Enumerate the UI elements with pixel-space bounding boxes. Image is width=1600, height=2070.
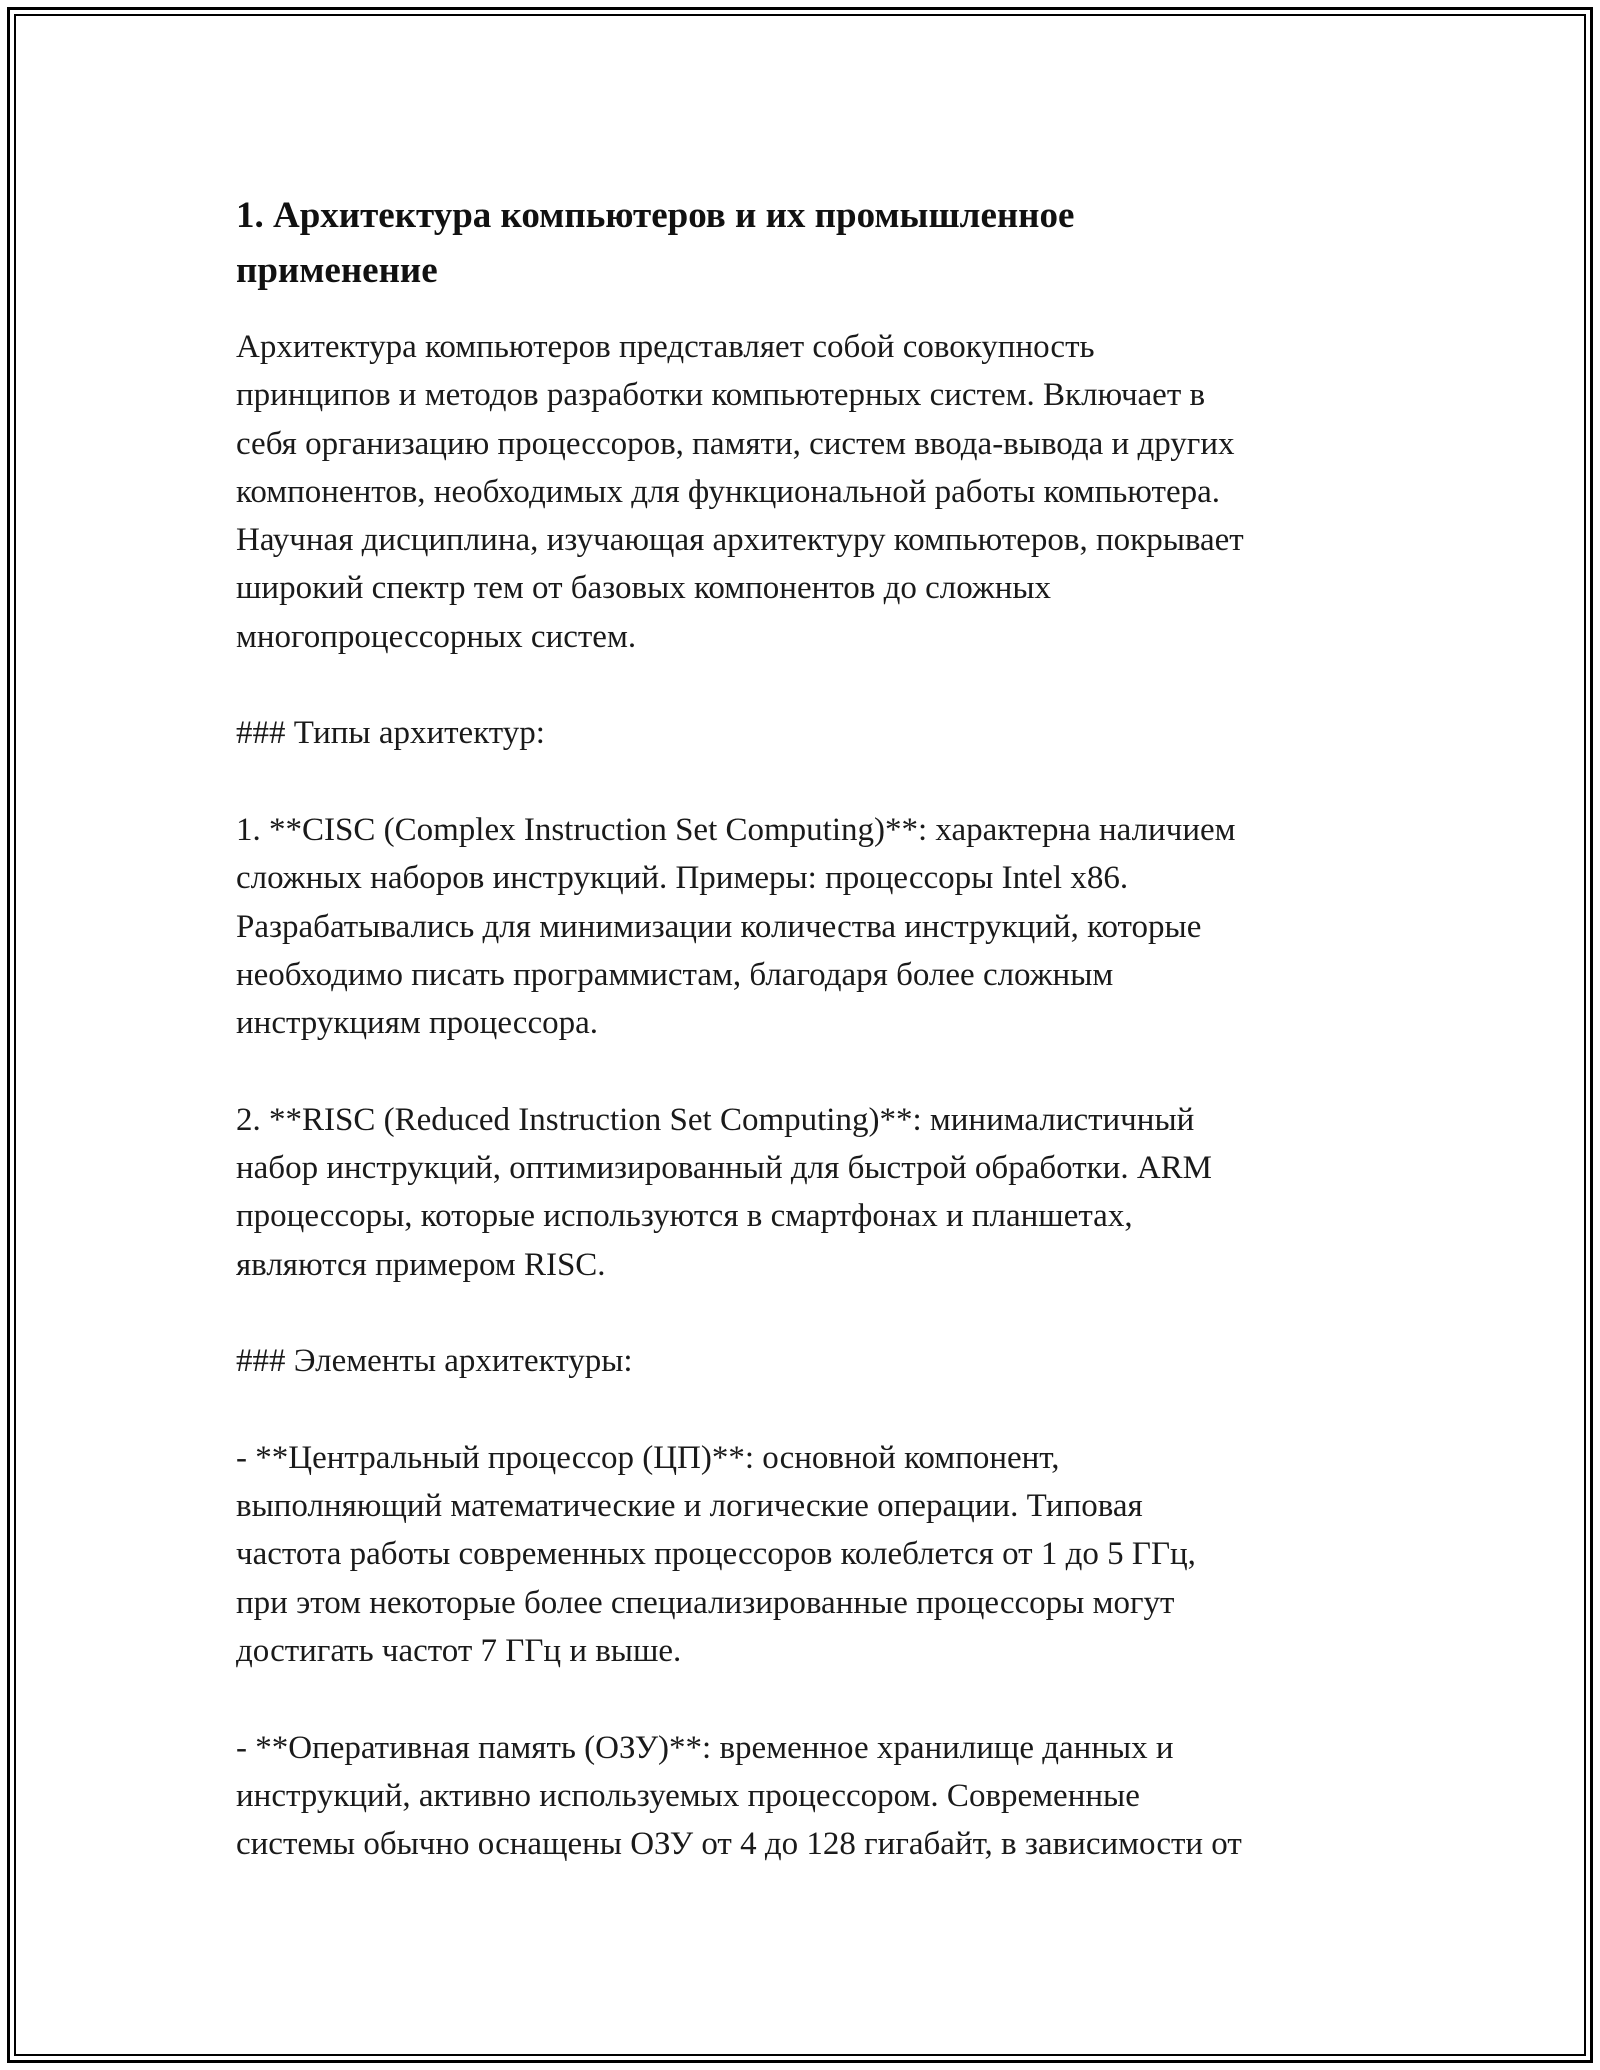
document-body <box>236 188 1376 1869</box>
paragraph-gap <box>236 758 1376 806</box>
risc-paragraph <box>236 1096 1376 1289</box>
paragraph-gap <box>236 1675 1376 1723</box>
text-line: широкий спектр тем от базовых компонентов до сложных <box>236 570 1052 607</box>
paragraph-gap <box>236 661 1376 709</box>
document-title <box>236 188 1376 298</box>
text-line: достигать частот 7 ГГц и выше. <box>236 1633 682 1670</box>
text-line: Научная дисциплина, изучающая архитектуру компьютеров, покрывает <box>236 522 1244 559</box>
title-line: 1. Архитектура компьютеров и их промышленное <box>236 195 1075 236</box>
cisc-paragraph <box>236 806 1376 1047</box>
paragraph-gap <box>236 1289 1376 1337</box>
text-line: Разрабатывались для минимизации количества инструкций, которые <box>236 908 1202 945</box>
elements-heading: ### Элементы архитектуры: <box>236 1343 633 1380</box>
text-line: являются примером RISC. <box>236 1246 606 1283</box>
text-line: необходимо писать программистам, благодаря более сложным <box>236 956 1114 993</box>
paragraph-gap <box>236 1047 1376 1095</box>
intro-paragraph <box>236 323 1376 661</box>
text-line: - **Оперативная память (ОЗУ)**: временное хранилище данных и <box>236 1729 1174 1766</box>
text-line: Архитектура компьютеров представляет собой совокупность <box>236 329 1095 365</box>
text-line: компонентов, необходимых для функциональной работы компьютера. <box>236 473 1220 510</box>
text-line: выполняющий математические и логические операции. Типовая <box>236 1488 1143 1525</box>
text-line: при этом некоторые более специализированные процессоры могут <box>236 1584 1175 1621</box>
text-line: принципов и методов разработки компьютерных систем. Включает в <box>236 377 1206 414</box>
text-line: инструкциям процессора. <box>236 1005 599 1042</box>
text-line: 1. **CISC (Complex Instruction Set Computing)**: характерна наличием <box>236 811 1236 848</box>
text-line: частота работы современных процессоров колеблется от 1 до 5 ГГц, <box>236 1536 1196 1573</box>
text-line: набор инструкций, оптимизированный для быстрой обработки. ARM <box>236 1150 1213 1187</box>
text-line: себя организацию процессоров, памяти, систем ввода-вывода и других <box>236 425 1235 462</box>
ram-paragraph <box>236 1724 1376 1869</box>
text-line: - **Центральный процессор (ЦП)**: основной компонент, <box>236 1439 1060 1476</box>
paragraph-gap <box>236 1386 1376 1434</box>
text-line: сложных наборов инструкций. Примеры: процессоры Intel x86. <box>236 860 1129 897</box>
cpu-paragraph <box>236 1434 1376 1675</box>
text-line: многопроцессорных систем. <box>236 618 637 655</box>
text-line: инструкций, активно используемых процессором. Современные <box>236 1777 1140 1814</box>
text-line: системы обычно оснащены ОЗУ от 4 до 128 гигабайт, в зависимости от <box>236 1826 1242 1863</box>
types-heading: ### Типы архитектур: <box>236 715 545 752</box>
text-line: 2. **RISC (Reduced Instruction Set Computing)**: минималистичный <box>236 1101 1195 1138</box>
title-line: применение <box>236 250 438 291</box>
text-line: процессоры, которые используются в смартфонах и планшетах, <box>236 1198 1133 1235</box>
